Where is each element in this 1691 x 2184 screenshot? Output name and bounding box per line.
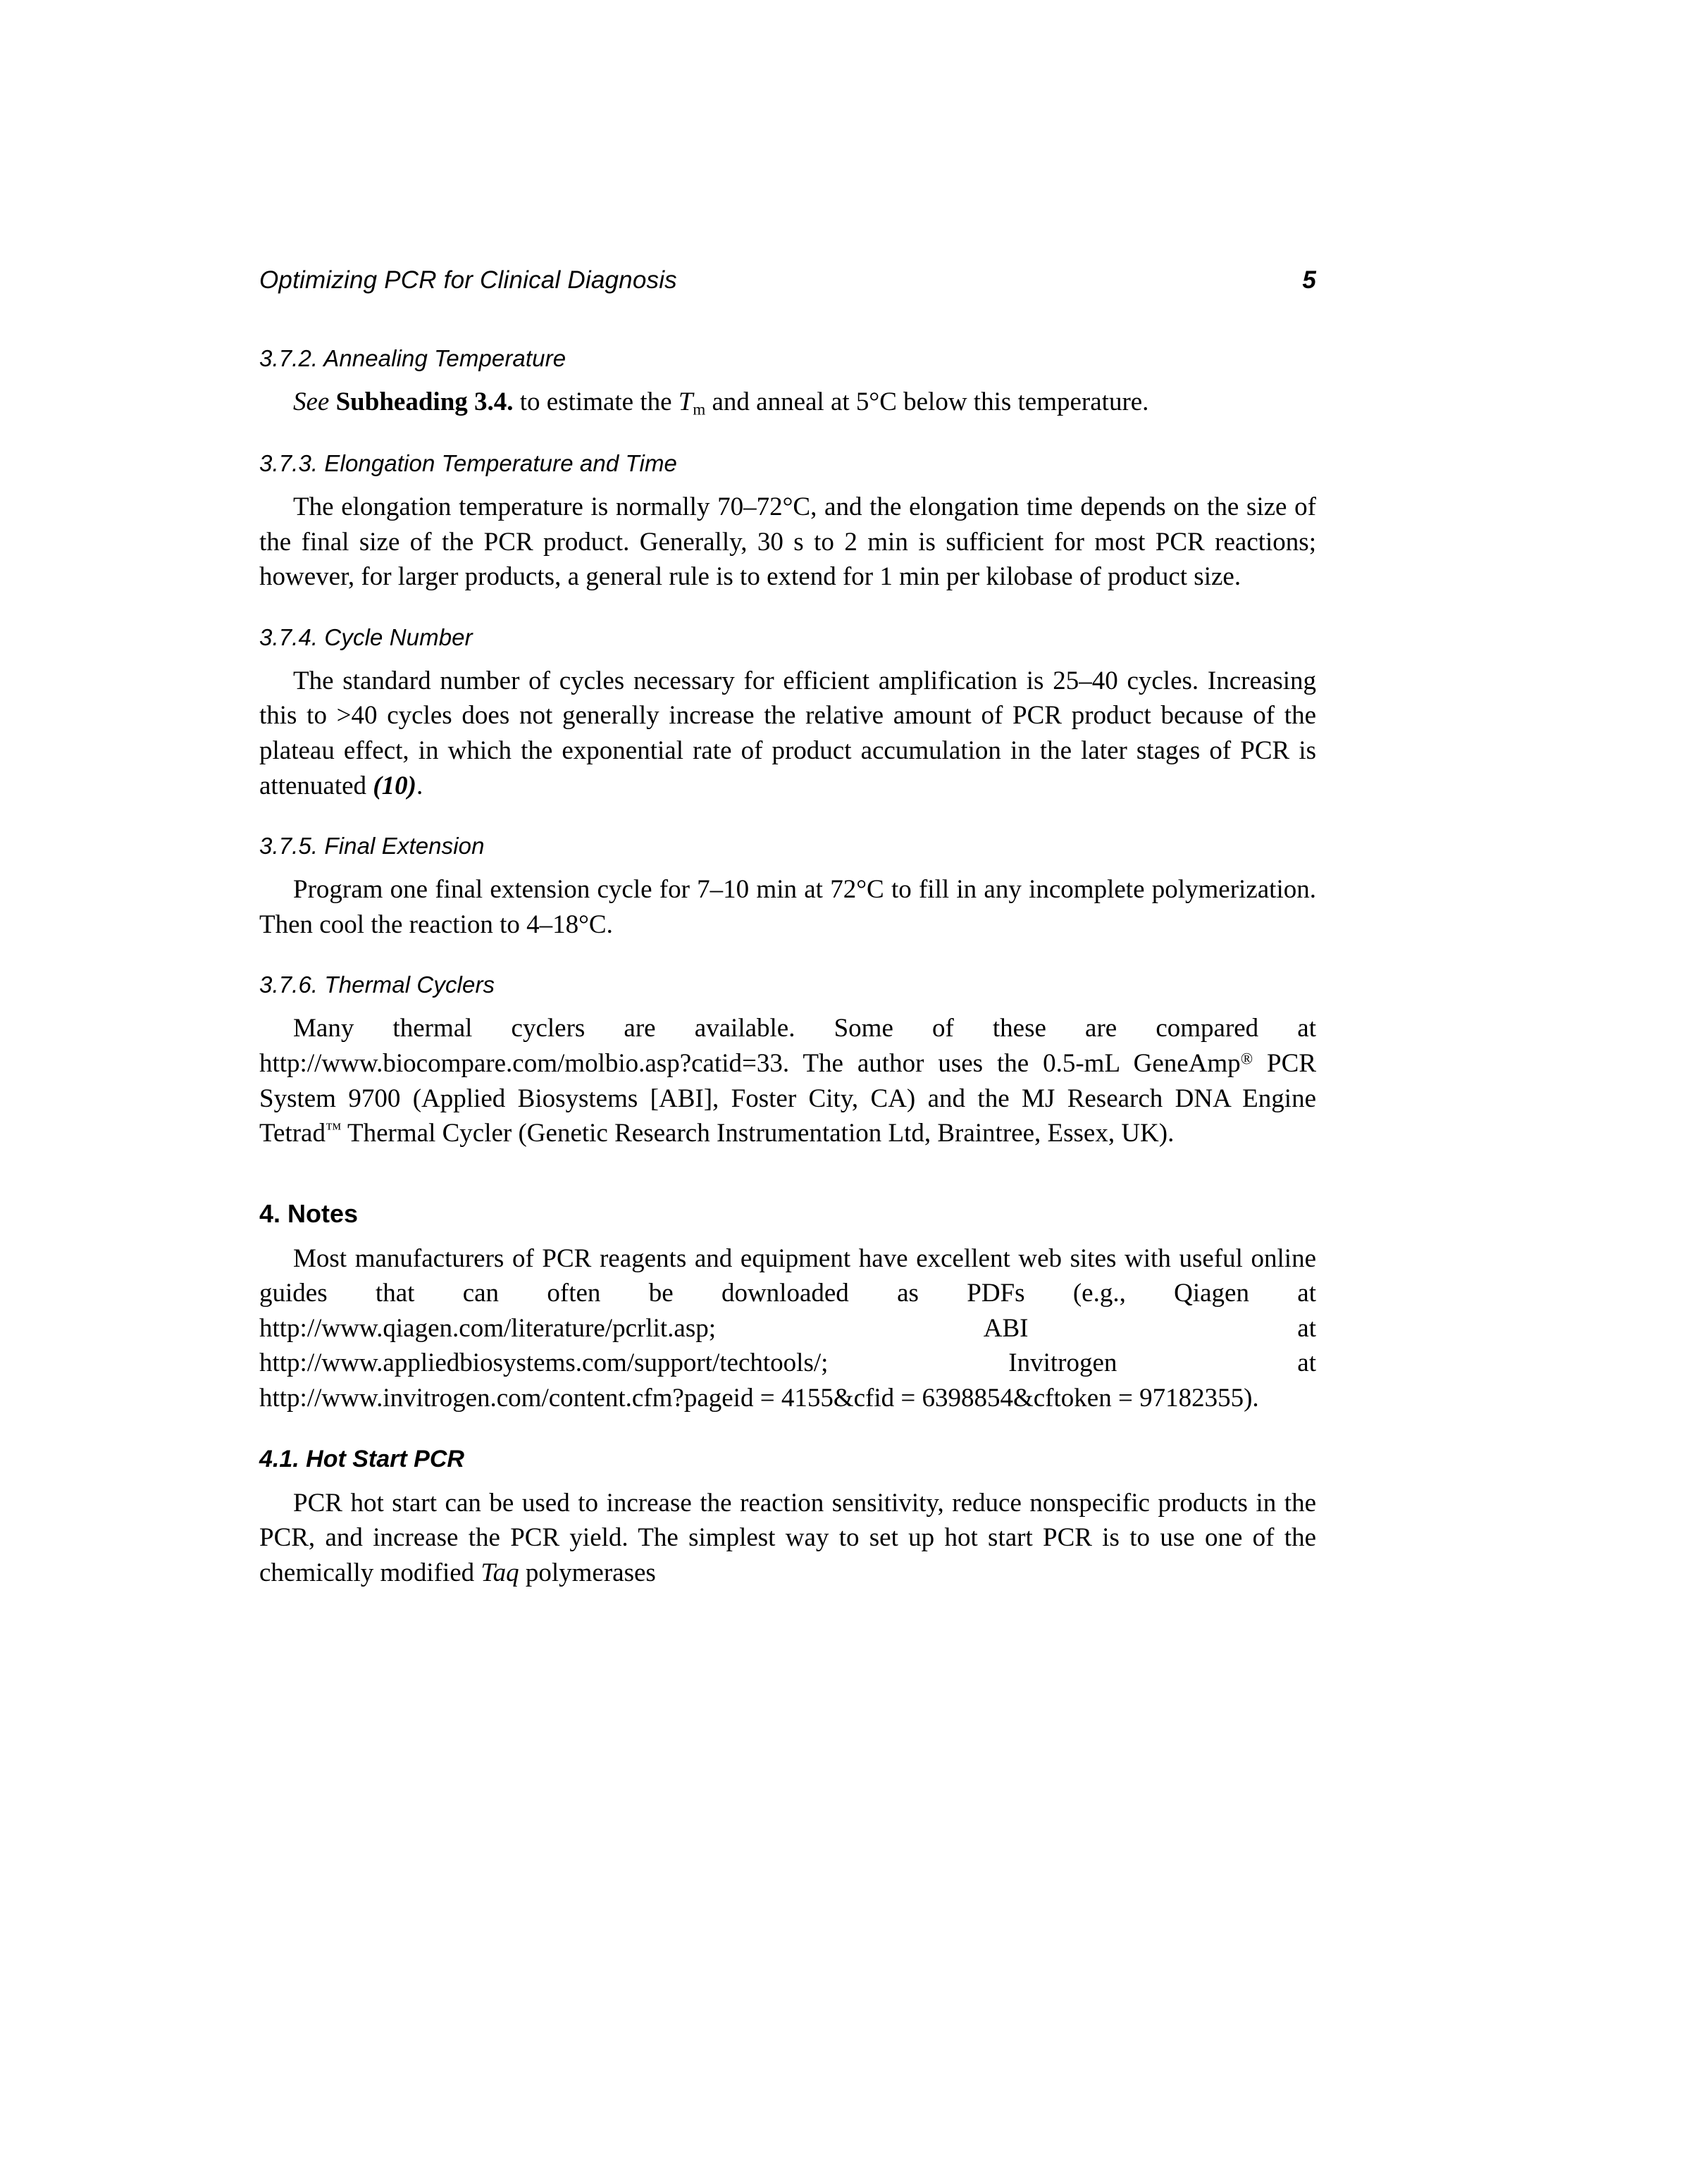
page-content	[259, 266, 1316, 1620]
running-head-title: Optimizing PCR for Clinical Diagnosis	[259, 266, 677, 294]
section-heading: 3.7.2. Annealing Temperature	[259, 345, 566, 371]
section-paragraph: Program one final extension cycle for 7–10 min at 72°C to fill in any incomplete polymerization. Then cool the reaction to 4–18°C.	[259, 875, 1316, 939]
section-4-1-hot-start-pcr	[259, 1446, 1316, 1591]
page-number: 5	[1302, 266, 1316, 294]
section-3-7-3	[259, 450, 1316, 595]
section-paragraph: The elongation temperature is normally 70–72°C, and the elongation time depends on the size of the final size of the PCR product. Generally, 30 s to 2 min is sufficient for most PCR reactions; however, for larger products, a general rule is to extend for 1 min per kilobase of product size.	[259, 492, 1316, 592]
running-head	[259, 266, 1316, 294]
section-heading: 3.7.3. Elongation Temperature and Time	[259, 450, 677, 477]
section-4-notes	[259, 1199, 1316, 1416]
notes-heading: 4. Notes	[259, 1198, 359, 1228]
section-3-7-2	[259, 345, 1316, 421]
section-heading: 3.7.4. Cycle Number	[259, 623, 473, 650]
section-3-7-4	[259, 624, 1316, 803]
hotstart-paragraph: PCR hot start can be used to increase the reaction sensitivity, reduce nonspecific products in the PCR, and increase the PCR yield. The simplest way to set up hot start PCR is to use one of the chemically modified Taq polymerases	[259, 1488, 1316, 1587]
section-heading: 3.7.5. Final Extension	[259, 833, 485, 860]
section-paragraph: The standard number of cycles necessary for efficient amplification is 25–40 cycles. Increasing this to >40 cycles does not generally increase the relative amount of PCR product because of the plateau effect, in which the exponential rate of product accumulation in the later stages of PCR is attenuated (10).	[259, 666, 1316, 800]
section-spacer	[259, 1181, 1316, 1199]
section-3-7-6	[259, 972, 1316, 1150]
section-paragraph: Many thermal cyclers are available. Some of these are compared at http://www.biocompare.com/molbio.asp?catid=33. The author uses the 0.5-mL GeneAmp® PCR System 9700 (Applied Biosystems [ABI], Foster City, CA) and the MJ Research DNA Engine Tetrad™ Thermal Cycler (Genetic Research Instrumentation Ltd, Braintree, Essex, UK).	[259, 1014, 1316, 1148]
hotstart-heading: 4.1. Hot Start PCR	[259, 1445, 464, 1472]
section-3-7-5	[259, 833, 1316, 942]
section-paragraph: See Subheading 3.4. to estimate the Tm and anneal at 5°C below this temperature.	[293, 387, 1149, 418]
section-heading: 3.7.6. Thermal Cyclers	[259, 972, 495, 998]
notes-paragraph: Most manufacturers of PCR reagents and equipment have excellent web sites with useful online guides that can often be downloaded as PDFs (e.g., Qiagen at http://www.qiagen.com/literature/pcrlit.asp; ABI at http://www.appliedbiosystems.com/support/techtools/; Invitrogen at http://www.invitrogen.com/content.cfm?pageid = 4155&cfid = 6398854&cftoken = 97182355).	[259, 1243, 1316, 1413]
